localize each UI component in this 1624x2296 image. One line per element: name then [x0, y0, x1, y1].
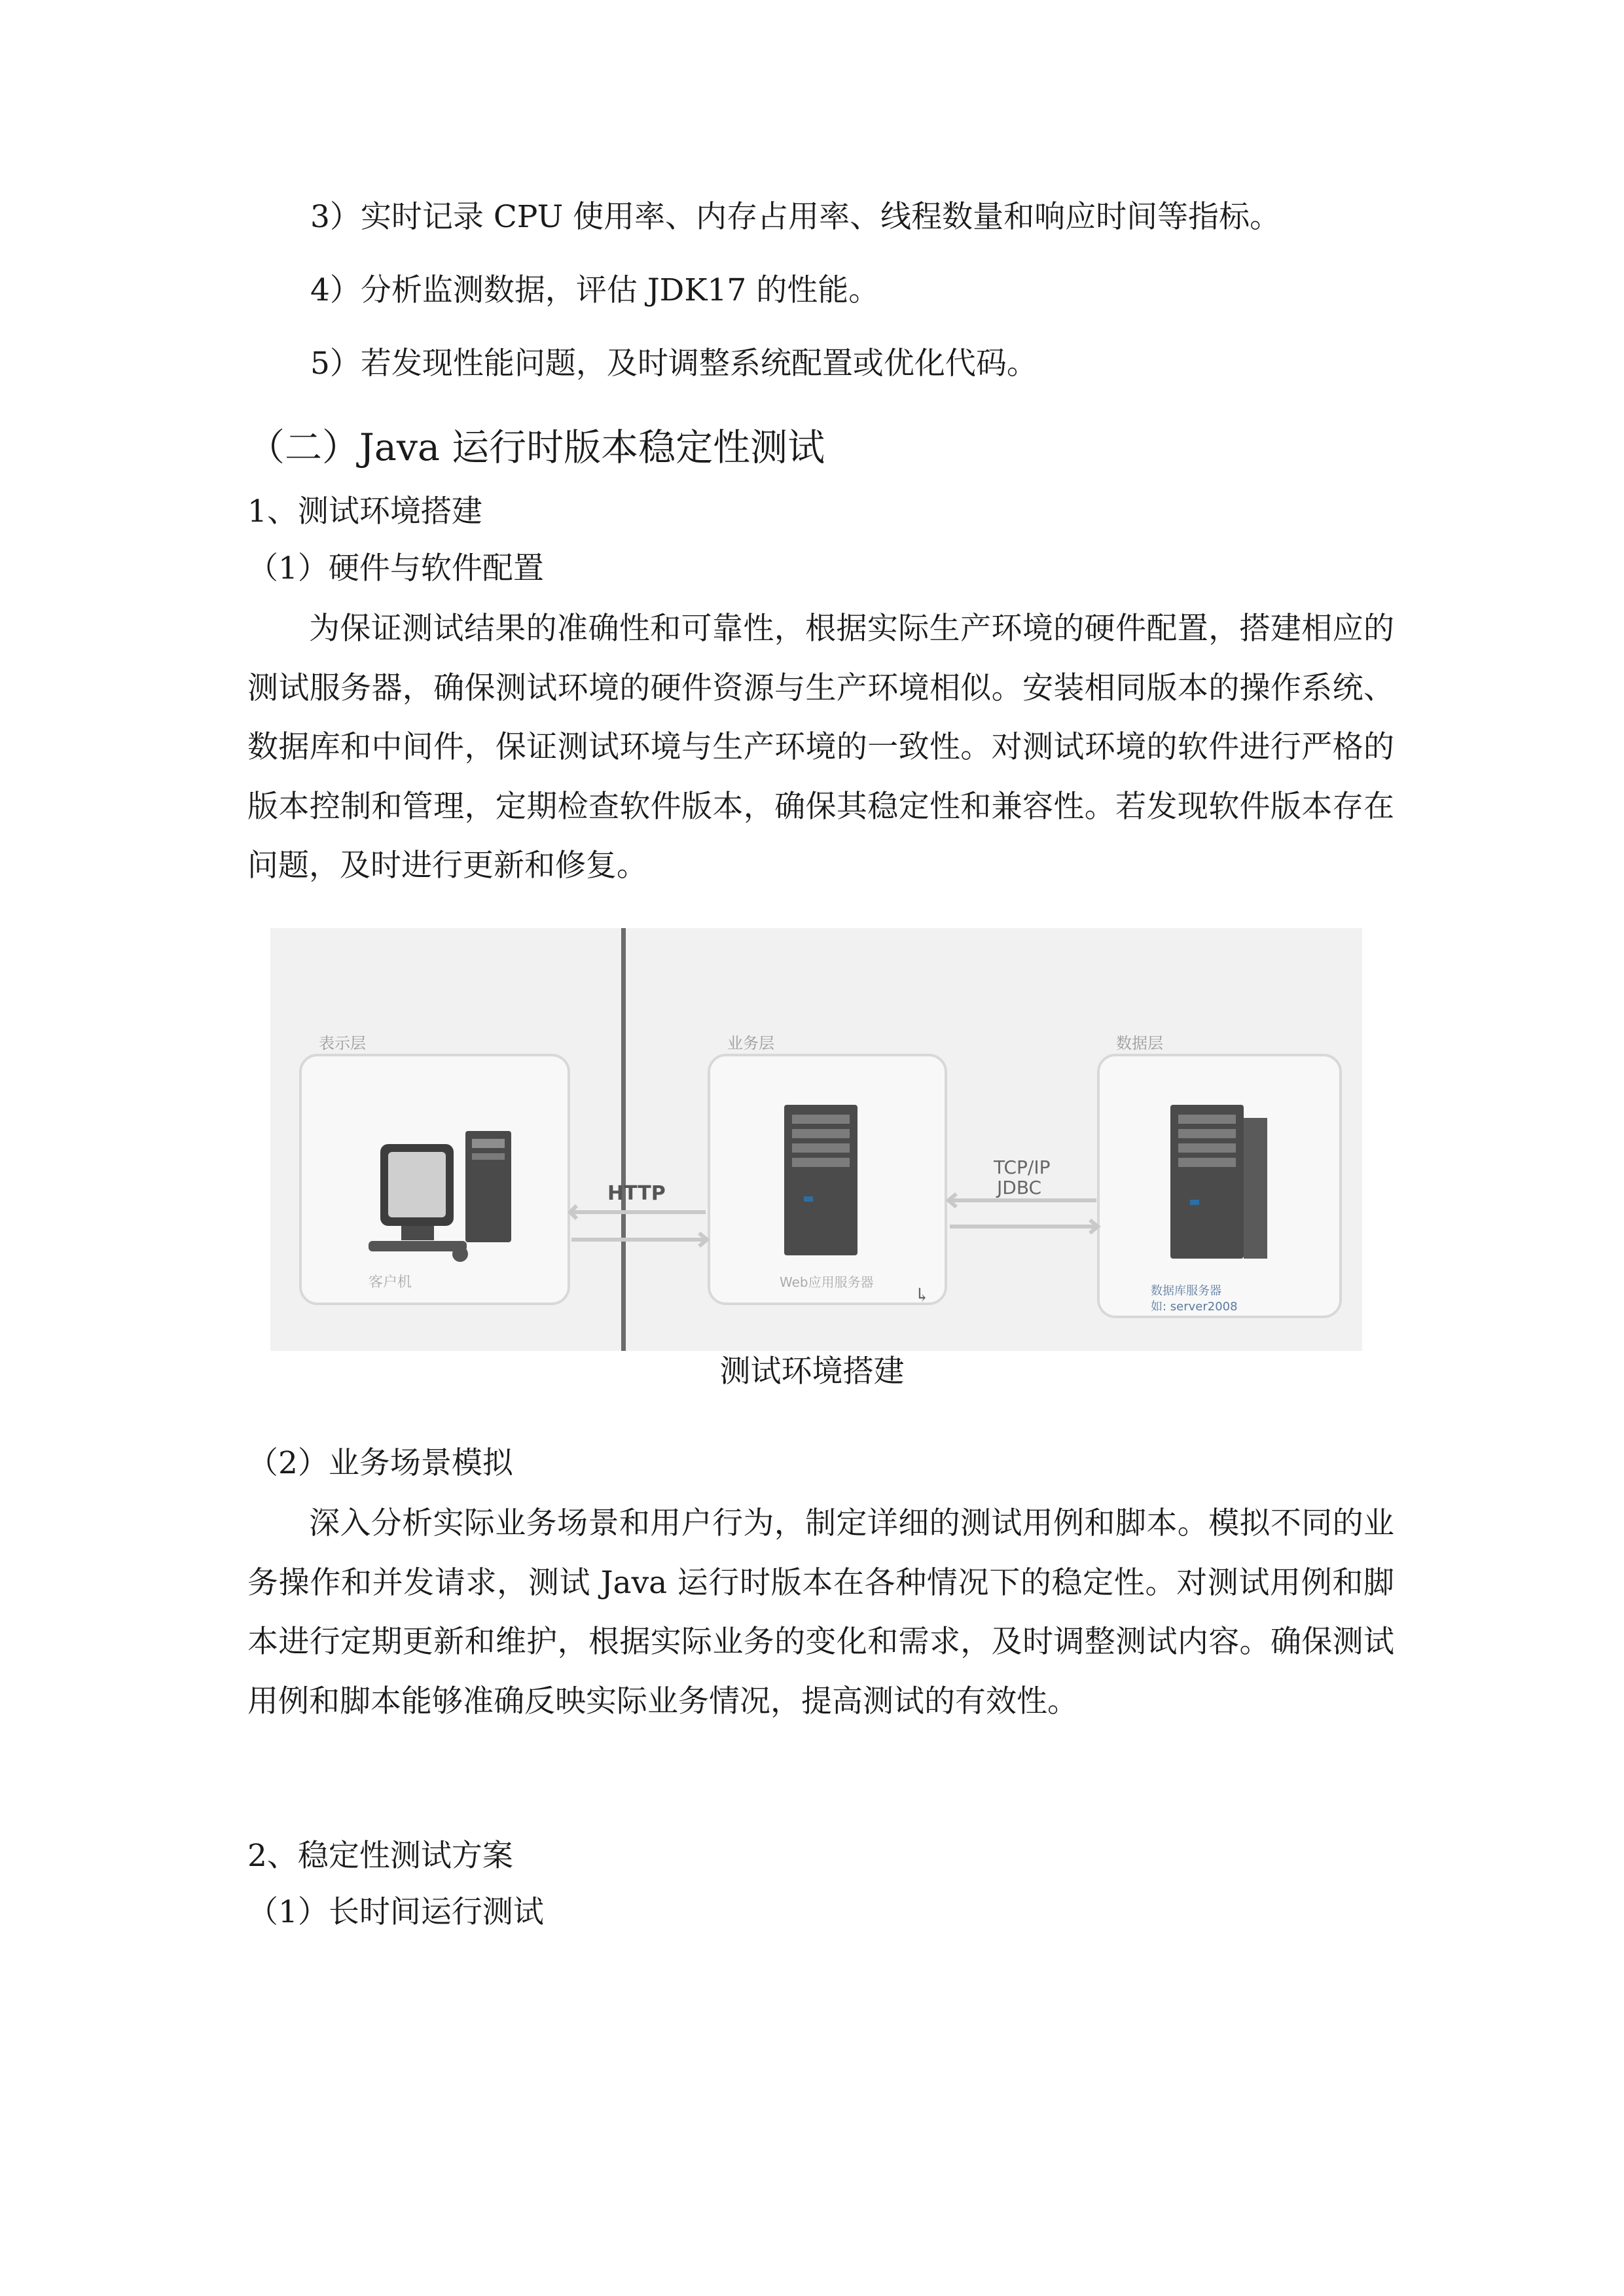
paragraph-hardware-software: 为保证测试结果的准确性和可靠性，根据实际生产环境的硬件配置，搭建相应的测试服务器，确保测试环境的硬件资源与生产环境相似。安装相同版本的操作系统、数据库和中间件，保证测试环境与生产环境的一致性。对测试环境的软件进行严格的版本控制和管理，定期检查软件版本，确保其稳定性和兼容性。若发现软件版本存在问题，及时进行更新和修复。 — [247, 611, 1394, 884]
layer-label-data: 数据层 — [1116, 1034, 1163, 1052]
list-item-3: 3）实时记录 CPU 使用率、内存占用率、线程数量和响应时间等指标。 — [310, 199, 1281, 235]
subsection-title-2: 2、稳定性测试方案 — [247, 1838, 513, 1874]
subsection-title-1: 1、测试环境搭建 — [247, 493, 482, 529]
list-item-4: 4）分析监测数据，评估 JDK17 的性能。 — [310, 272, 880, 308]
protocol-http: HTTP — [607, 1182, 666, 1205]
paragraph-business-scenario: 深入分析实际业务场景和用户行为，制定详细的测试用例和脚本。模拟不同的业务操作和并发请求，测试 Java 运行时版本在各种情况下的稳定性。对测试用例和脚本进行定期更新和维护，根据实际业务的变化和需求，及时调整测试内容。确保测试用例和脚本能够准确反映实际业务情况，提高测试的有效性。 — [247, 1505, 1394, 1719]
architecture-figure — [270, 928, 1362, 1351]
database-server-icon — [1170, 1105, 1267, 1259]
web-server-icon — [784, 1105, 857, 1255]
client-label: 客户机 — [369, 1274, 412, 1291]
layer-label-presentation: 表示层 — [319, 1034, 366, 1052]
layer-label-business: 业务层 — [727, 1034, 774, 1052]
client-computer-icon — [369, 1131, 511, 1262]
section-heading: （二）Java 运行时版本稳定性测试 — [247, 426, 825, 469]
cursor-icon: ↳ — [914, 1284, 930, 1306]
web-server-label: Web应用服务器 — [780, 1274, 874, 1290]
database-server-label: 数据库服务器 — [1151, 1284, 1221, 1298]
protocol-jdbc: JDBC — [997, 1177, 1042, 1198]
list-item-5: 5）若发现性能问题，及时调整系统配置或优化代码。 — [310, 346, 1038, 382]
protocol-tcpip: TCP/IP — [994, 1157, 1051, 1178]
item-title-business-scenario: （2）业务场景模拟 — [247, 1445, 513, 1481]
item-title-long-run-test: （1）长时间运行测试 — [247, 1894, 544, 1930]
figure-caption: 测试环境搭建 — [719, 1354, 905, 1390]
database-server-sublabel: 如: server2008 — [1151, 1300, 1238, 1314]
item-title-hardware-software: （1）硬件与软件配置 — [247, 550, 544, 586]
